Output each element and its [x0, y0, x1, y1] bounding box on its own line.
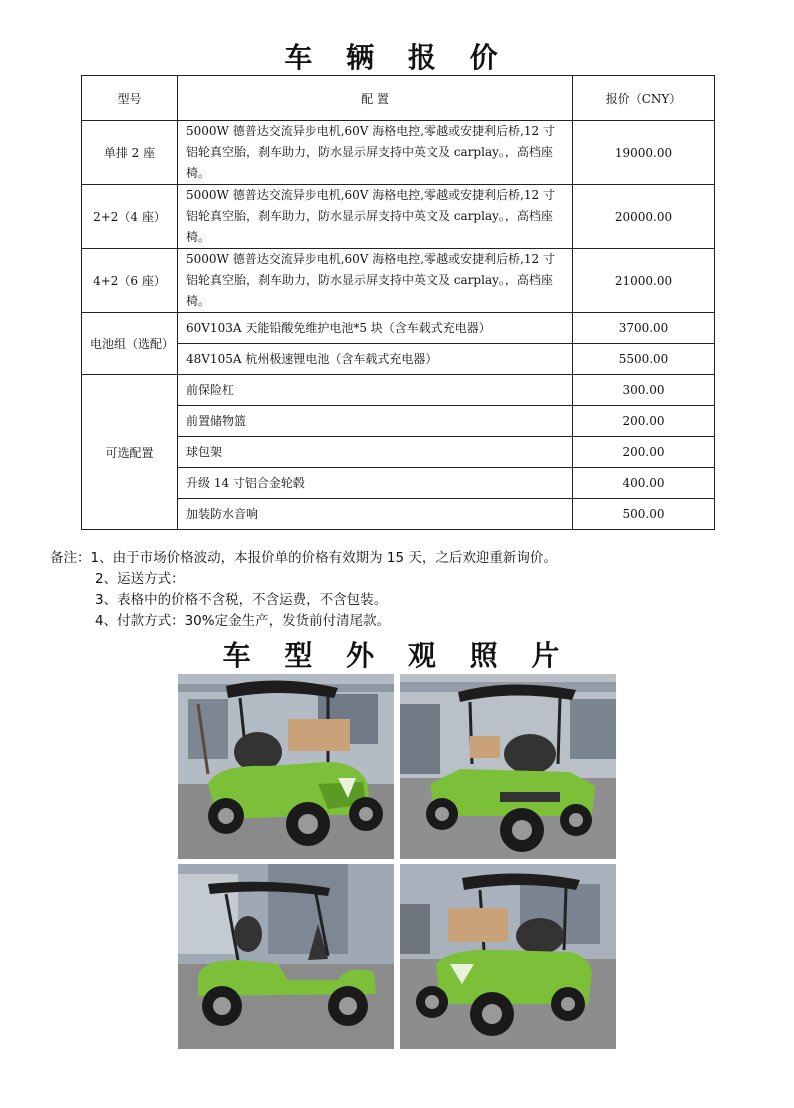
option-config: 前置储物篮 [178, 406, 573, 437]
battery-group-label: 电池组（选配） [82, 313, 178, 375]
page-title: 车 辆 报 价 [284, 41, 510, 74]
note-line: 备注：1、由于市场价格波动，本报价单的价格有效期为 15 天，之后欢迎重新询价。 [50, 550, 557, 566]
cart-photo-front-left [400, 864, 616, 1049]
model-config: 5000W 德普达交流异步电机,60V 海格电控,零越或安捷利后桥,12 寸铝轮真空胎，刹车助力，防水显示屏支持中英文及 carplay。，高档座椅。 [178, 185, 573, 249]
table-header-row [82, 76, 715, 121]
options-group-label: 可选配置 [82, 375, 178, 530]
note-line: 2、运送方式： [95, 571, 185, 587]
option-price: 400.00 [573, 468, 715, 499]
table-row [82, 185, 715, 249]
model-name: 2+2（4 座） [82, 185, 178, 249]
option-price: 300.00 [573, 375, 715, 406]
battery-price: 5500.00 [573, 344, 715, 375]
option-config: 前保险杠 [178, 375, 573, 406]
option-price: 200.00 [573, 437, 715, 468]
option-config: 升级 14 寸铝合金轮毂 [178, 468, 573, 499]
header-config: 配 置 [178, 76, 573, 121]
model-name: 单排 2 座 [82, 121, 178, 185]
cart-photo-front-right [178, 674, 394, 859]
option-config: 球包架 [178, 437, 573, 468]
battery-config: 60V103A 天能铅酸免维护电池*5 块（含车载式充电器） [178, 313, 573, 344]
model-price: 19000.00 [573, 121, 715, 185]
table-row [82, 375, 715, 406]
model-name: 4+2（6 座） [82, 249, 178, 313]
header-price: 报价（CNY） [573, 76, 715, 121]
cart-photo-side [178, 864, 394, 1049]
option-price: 200.00 [573, 406, 715, 437]
photo-grid [178, 674, 618, 1046]
battery-price: 3700.00 [573, 313, 715, 344]
battery-config: 48V105A 杭州极速锂电池（含车载式充电器） [178, 344, 573, 375]
model-price: 21000.00 [573, 249, 715, 313]
model-config: 5000W 德普达交流异步电机,60V 海格电控,零越或安捷利后桥,12 寸铝轮真空胎，刹车助力，防水显示屏支持中英文及 carplay。，高档座椅。 [178, 121, 573, 185]
photos-title: 车 型 外 观 照 片 [222, 639, 572, 672]
model-config: 5000W 德普达交流异步电机,60V 海格电控,零越或安捷利后桥,12 寸铝轮真空胎，刹车助力，防水显示屏支持中英文及 carplay。，高档座椅。 [178, 249, 573, 313]
note-line: 3、表格中的价格不含税，不含运费，不含包装。 [95, 592, 388, 608]
notes [50, 548, 557, 632]
cart-photo-rear-left [400, 674, 616, 859]
table-row [82, 313, 715, 344]
option-price: 500.00 [573, 499, 715, 530]
model-price: 20000.00 [573, 185, 715, 249]
table-row [82, 249, 715, 313]
option-config: 加装防水音响 [178, 499, 573, 530]
quote-table [81, 75, 715, 530]
header-model: 型号 [82, 76, 178, 121]
table-row [82, 121, 715, 185]
note-line: 4、付款方式：30%定金生产，发货前付清尾款。 [95, 613, 391, 629]
